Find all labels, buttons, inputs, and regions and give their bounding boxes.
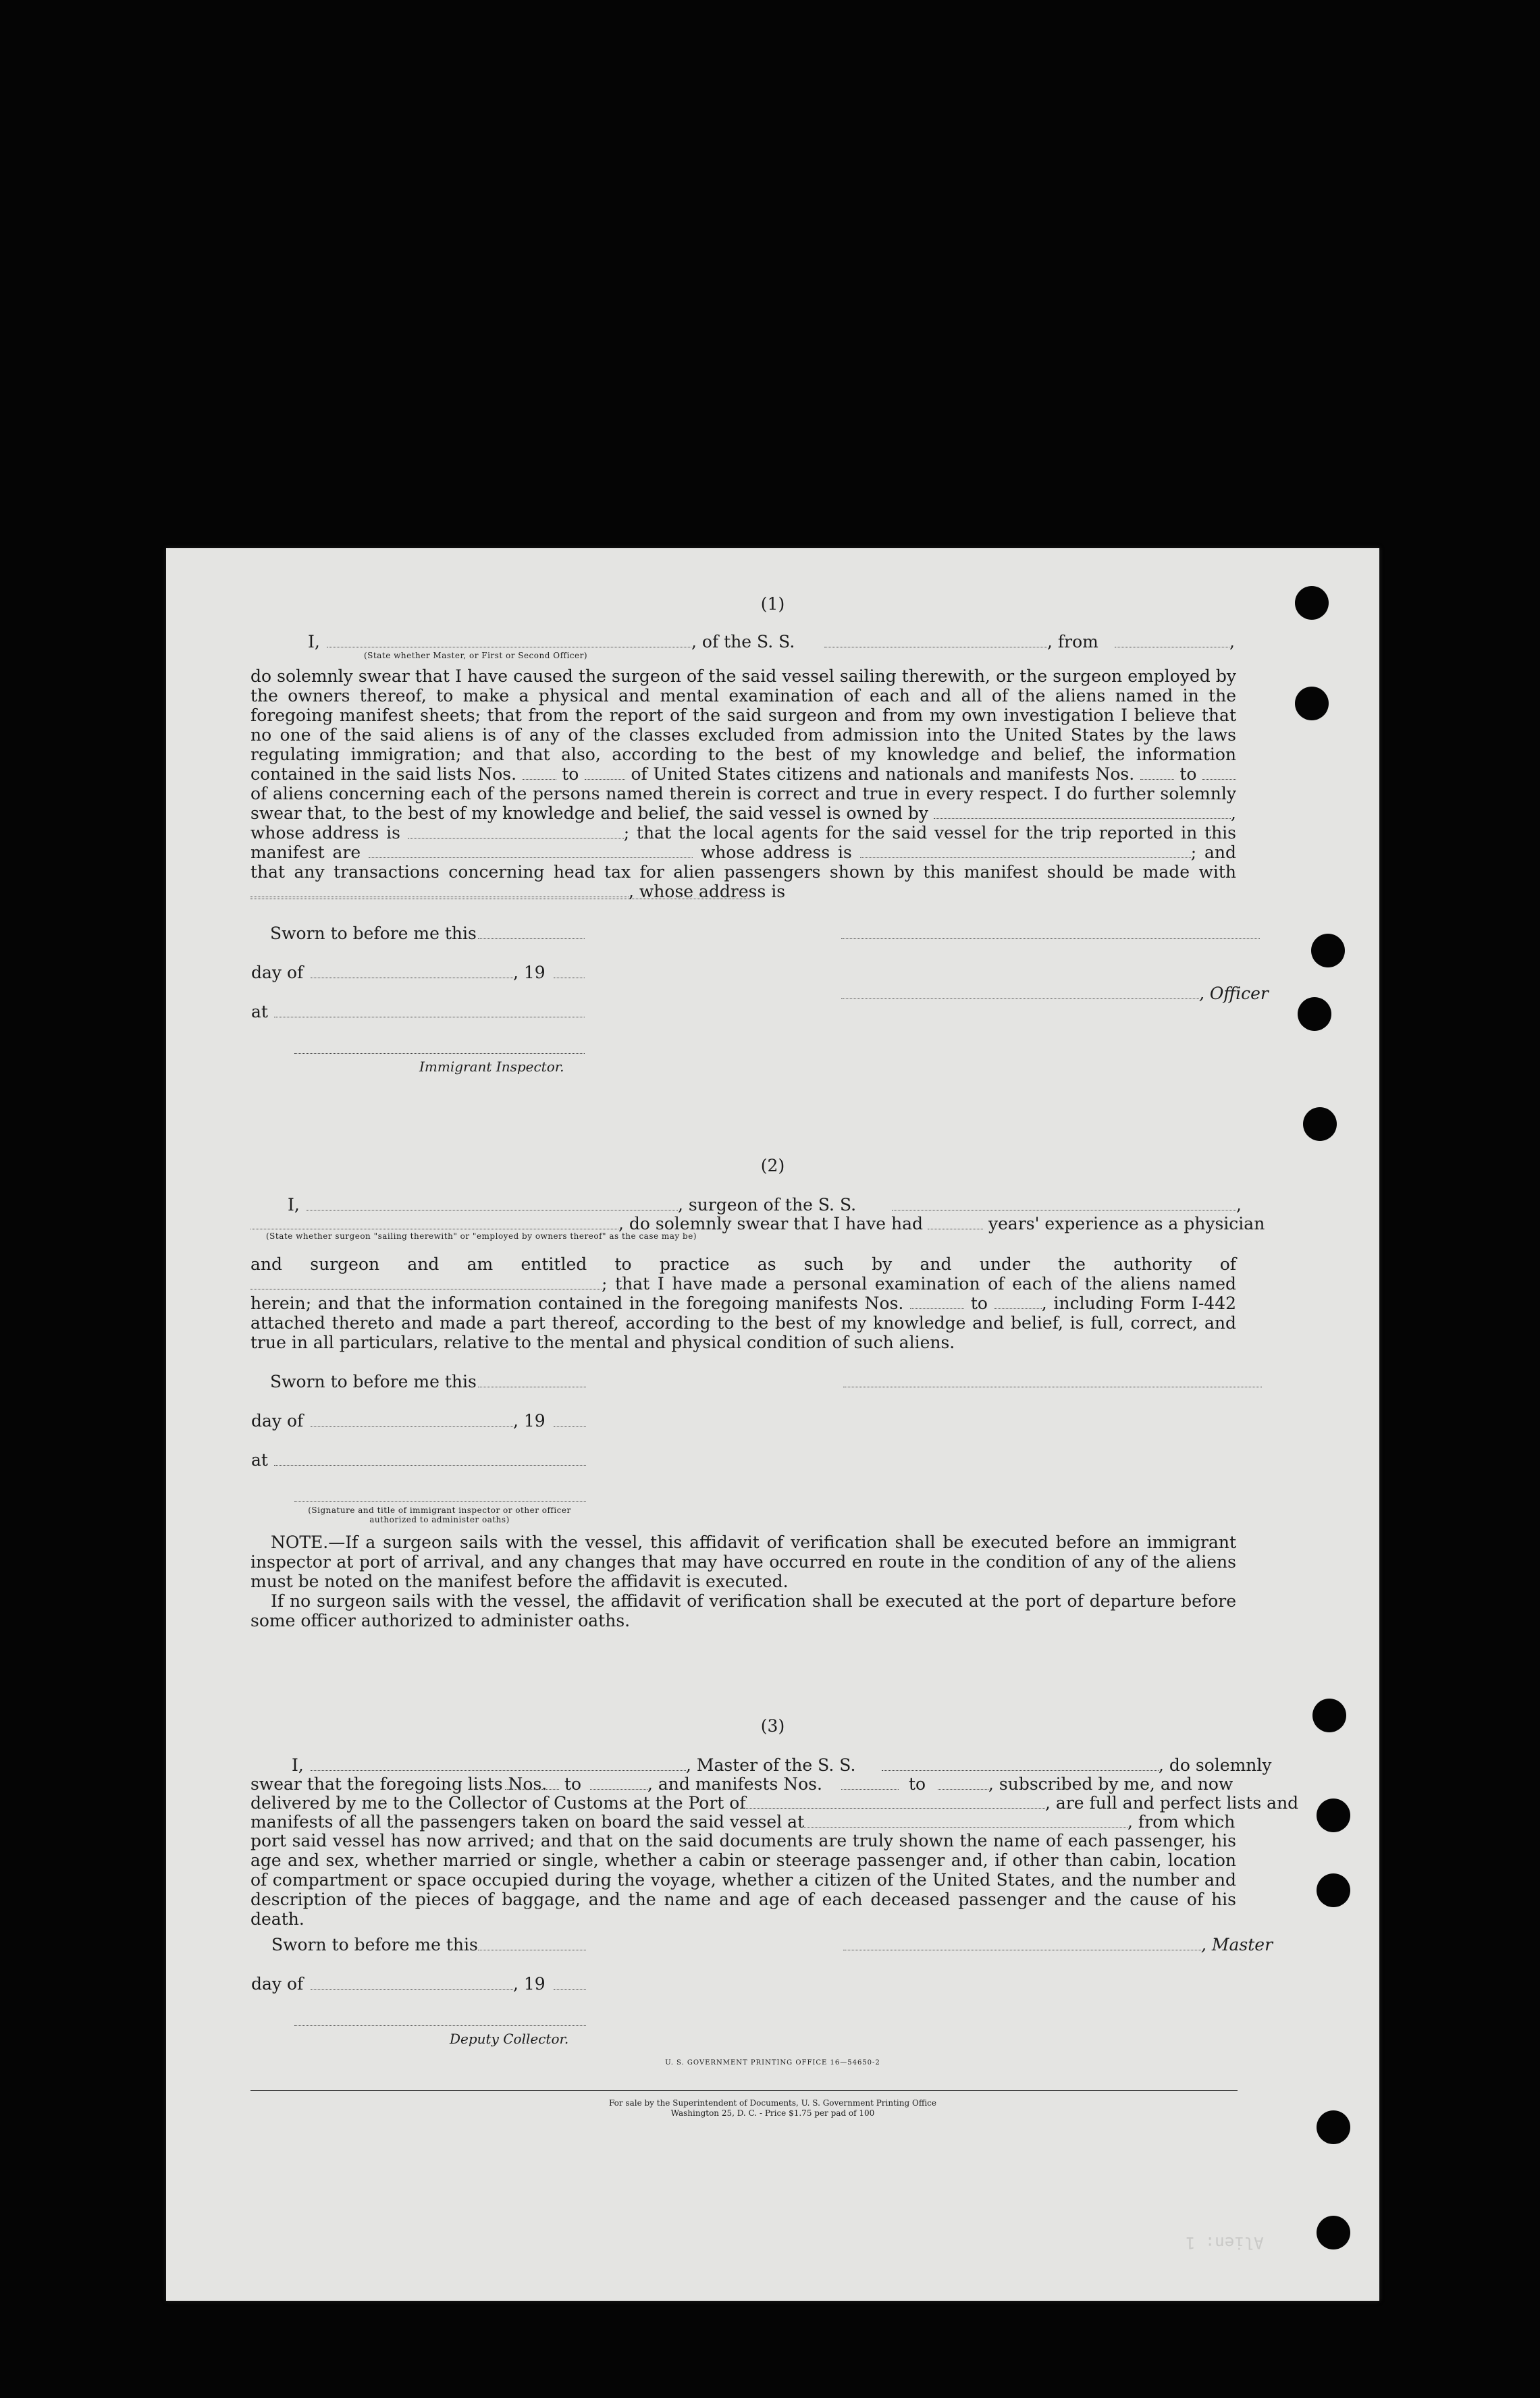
s3-manifests: , and manifests Nos. <box>647 1774 822 1794</box>
s1-para1b-to: to <box>1179 764 1197 784</box>
s2-para-to: to <box>970 1294 988 1313</box>
s2-surgeon-of: , surgeon of the S. S. <box>678 1195 857 1215</box>
binder-hole-icon <box>1295 586 1329 620</box>
s3-ship-line <box>882 1770 1159 1771</box>
binder-hole-icon <box>1317 2216 1350 2249</box>
s3-delivered: delivered by me to the Collector of Customs at the Port of <box>250 1793 746 1813</box>
s1-nineteen: , 19 <box>513 963 546 982</box>
s1-sworn-line <box>478 938 585 939</box>
s1-agents-blank <box>369 845 693 858</box>
binder-hole-icon <box>1312 1699 1346 1732</box>
s1-at: at <box>251 1002 268 1021</box>
s2-at-line <box>274 1465 586 1466</box>
s3-deputy-label: Deputy Collector. <box>450 2031 569 2047</box>
s3-subscribed: , subscribed by me, and now <box>988 1774 1233 1794</box>
s3-manifests-to-line <box>938 1789 988 1790</box>
s2-nineteen: , 19 <box>513 1411 546 1431</box>
s3-manifests-from-line <box>841 1789 899 1790</box>
s1-para1b: of United States citizens and nationals and manifests Nos. <box>631 764 1135 784</box>
s2-para-b: that I have made a personal examination of each of the aliens named herein; and that the information contained in the foregoing manifests Nos. <box>250 1274 1237 1313</box>
s1-lists-to-blank <box>585 767 625 780</box>
s3-lists-from-line <box>505 1789 559 1790</box>
s1-officer-line <box>841 998 1199 999</box>
s3-i: I, <box>292 1755 304 1775</box>
section-2-number: (2) <box>760 1156 785 1175</box>
s1-owner-address-blank <box>408 826 624 838</box>
s3-day-line <box>311 1989 513 1990</box>
binder-hole-icon <box>1298 997 1331 1031</box>
s1-from: , from <box>1047 632 1098 651</box>
s2-swear: , do solemnly swear that I have had <box>618 1214 924 1233</box>
binder-hole-icon <box>1317 1873 1350 1907</box>
s1-para1d: , whose address is <box>250 803 1236 843</box>
s1-para1f: whose address is <box>700 843 852 862</box>
binder-hole-icon <box>1295 687 1329 720</box>
s1-inspector-line <box>294 1053 585 1054</box>
section-1-number: (1) <box>760 594 785 614</box>
s1-para1-to: to <box>562 764 579 784</box>
s2-comma: , <box>1236 1195 1242 1215</box>
s1-headtax-blank <box>250 884 629 897</box>
binder-hole-icon <box>1317 1798 1350 1832</box>
s2-day-line <box>311 1426 513 1427</box>
s2-sworn: Sworn to before me this <box>270 1372 477 1391</box>
s1-inspector-label: Immigrant Inspector. <box>419 1059 564 1075</box>
form-page <box>166 548 1379 2301</box>
s3-do-solemnly: , do solemnly <box>1159 1755 1272 1775</box>
s3-name-line <box>311 1770 686 1771</box>
s2-years: years' experience as a physician <box>988 1214 1265 1233</box>
s1-end-comma: , <box>1229 632 1235 651</box>
s2-manifests-to-blank <box>994 1296 1042 1309</box>
s1-officer-signature-line <box>841 938 1260 939</box>
sale-line-1: For sale by the Superintendent of Documents, U. S. Government Printing Office <box>608 2098 937 2108</box>
s1-para1: do solemnly swear that I have caused the surgeon of the said vessel sailing therewith, or the surgeon employed by the owners thereof, to make a physical and mental examination of each and all of the aliens named in the foregoing manifest sheets; that from the report of the said surgeon and from my own investigation I believe that no one of the said aliens is of any of the classes excluded from admission into the United States by the laws regulating immigration; and that also, according to the best of my knowledge and belief, the information contained in the said lists Nos. <box>250 666 1236 784</box>
binder-hole-icon <box>1317 2110 1350 2144</box>
s1-para1g: ; and that any transactions concerning head tax for alien passengers shown by this manifest should be made with <box>250 843 1237 882</box>
s1-i: I, <box>308 632 320 651</box>
s2-note-1: NOTE.—If a surgeon sails with the vessel, this affidavit of verification shall be executed before an immigrant inspector at port of arrival, and any changes that may have occurred en route in the condition of any of the aliens must be noted on the manifest before the affidavit is executed. <box>250 1533 1236 1591</box>
s2-signature-note: (Signature and title of immigrant inspector or other officer authorized to administer oaths) <box>308 1506 571 1524</box>
gpo-imprint: U. S. GOVERNMENT PRINTING OFFICE 16—54650-2 <box>665 2059 880 2067</box>
s1-para1c: of aliens concerning each of the persons named therein is correct and true in every respect. I do further solemnly swear that, to the best of my knowledge and belief, the said vessel is owned by <box>250 784 1236 823</box>
s3-year-line <box>554 1989 586 1990</box>
footer-rule <box>250 2090 1238 2091</box>
s3-at-port-line <box>802 1827 1127 1828</box>
s2-oath-paragraph: and surgeon and am entitled to practice as such by and under the authority of ; that I have made a personal examination of each of the aliens named herein; and that the information contained in the foregoing manifests Nos. to , including Form I-442 attached thereto and made a part thereof, according to the best of my knowledge and belief, is full, correct, and true in all particulars, relative to the mental and physical condition of such aliens. <box>250 1254 1237 1352</box>
binder-hole-icon <box>1303 1107 1337 1141</box>
s1-oath-paragraph <box>250 666 1236 901</box>
s3-day-of: day of <box>251 1974 304 1994</box>
s1-role-note: (State whether Master, or First or Second Officer) <box>364 651 588 660</box>
s3-swear: swear that the foregoing lists Nos. <box>250 1774 548 1794</box>
s1-officer-label: , Officer <box>1199 984 1269 1003</box>
s3-from-which: , from which <box>1127 1812 1236 1832</box>
s1-day-of: day of <box>251 963 304 982</box>
s1-of-ss: , of the S. S. <box>691 632 795 651</box>
s3-sworn: Sworn to before me this <box>271 1935 478 1954</box>
s1-agents-address-blank <box>860 845 1191 858</box>
s2-authority-blank <box>250 1277 602 1289</box>
margin-handwritten-mark: Alien: 1 <box>1186 2233 1264 2252</box>
s2-para-c: , including Form I-442 attached thereto and made a part thereof, according to the best of my knowledge and belief, is full, correct, and true in all particulars, relative to the mental and physical condition of such aliens. <box>250 1294 1237 1352</box>
s2-i: I, <box>288 1195 300 1215</box>
s3-para-rest: port said vessel has now arrived; and that on the said documents are truly shown the name of each passenger, his age and sex, whether married or single, whether a cabin or steerage passenger and, if other than cabin, location of compartment or space occupied during the voyage, whether a citizen of the United States, and the number and description of the pieces of baggage, and the name and age of each deceased passenger and the cause of his death. <box>250 1831 1236 1929</box>
s3-to1: to <box>564 1774 582 1794</box>
s3-master-of: , Master of the S. S. <box>686 1755 856 1775</box>
s1-para1e: ; that the local agents for the said vessel for the trip reported in this manifest are <box>250 823 1236 862</box>
s2-para-a: and surgeon and am entitled to practice as such by and under the authority of <box>250 1254 1236 1274</box>
s2-year-line <box>554 1426 586 1427</box>
s2-manifests-from-blank <box>910 1296 964 1309</box>
s3-port-line <box>740 1808 1045 1809</box>
s1-manifests-from-blank <box>1140 767 1174 780</box>
s2-note-2: If no surgeon sails with the vessel, the affidavit of verification shall be executed at the port of departure before some officer authorized to administer oaths. <box>250 1591 1236 1630</box>
s3-full: , are full and perfect lists and <box>1045 1793 1299 1813</box>
binder-hole-icon <box>1311 934 1345 967</box>
s2-at: at <box>251 1450 268 1470</box>
s3-to2: to <box>909 1774 926 1794</box>
s1-lists-from-blank <box>523 767 556 780</box>
s3-manifests-all: manifests of all the passengers taken on board the said vessel at <box>250 1812 805 1832</box>
section-3-number: (3) <box>760 1716 785 1736</box>
s1-sworn: Sworn to before me this <box>270 924 477 943</box>
sale-line-2: Washington 25, D. C. - Price $1.75 per pad of 100 <box>670 2108 875 2118</box>
s3-deputy-line <box>294 2025 586 2026</box>
s3-master-label: , Master <box>1201 1935 1273 1954</box>
s1-manifests-to-blank <box>1202 767 1236 780</box>
s3-nineteen: , 19 <box>513 1974 546 1994</box>
s2-signature-title-line <box>294 1501 586 1502</box>
s3-lists-to-line <box>590 1789 647 1790</box>
s2-day-of: day of <box>251 1411 304 1431</box>
s1-para1h: , whose address is <box>629 882 786 901</box>
s2-surgeon-note: (State whether surgeon "sailing therewith" or "employed by owners thereof" as the case may be) <box>266 1231 697 1241</box>
s1-owner-blank <box>934 806 1231 819</box>
